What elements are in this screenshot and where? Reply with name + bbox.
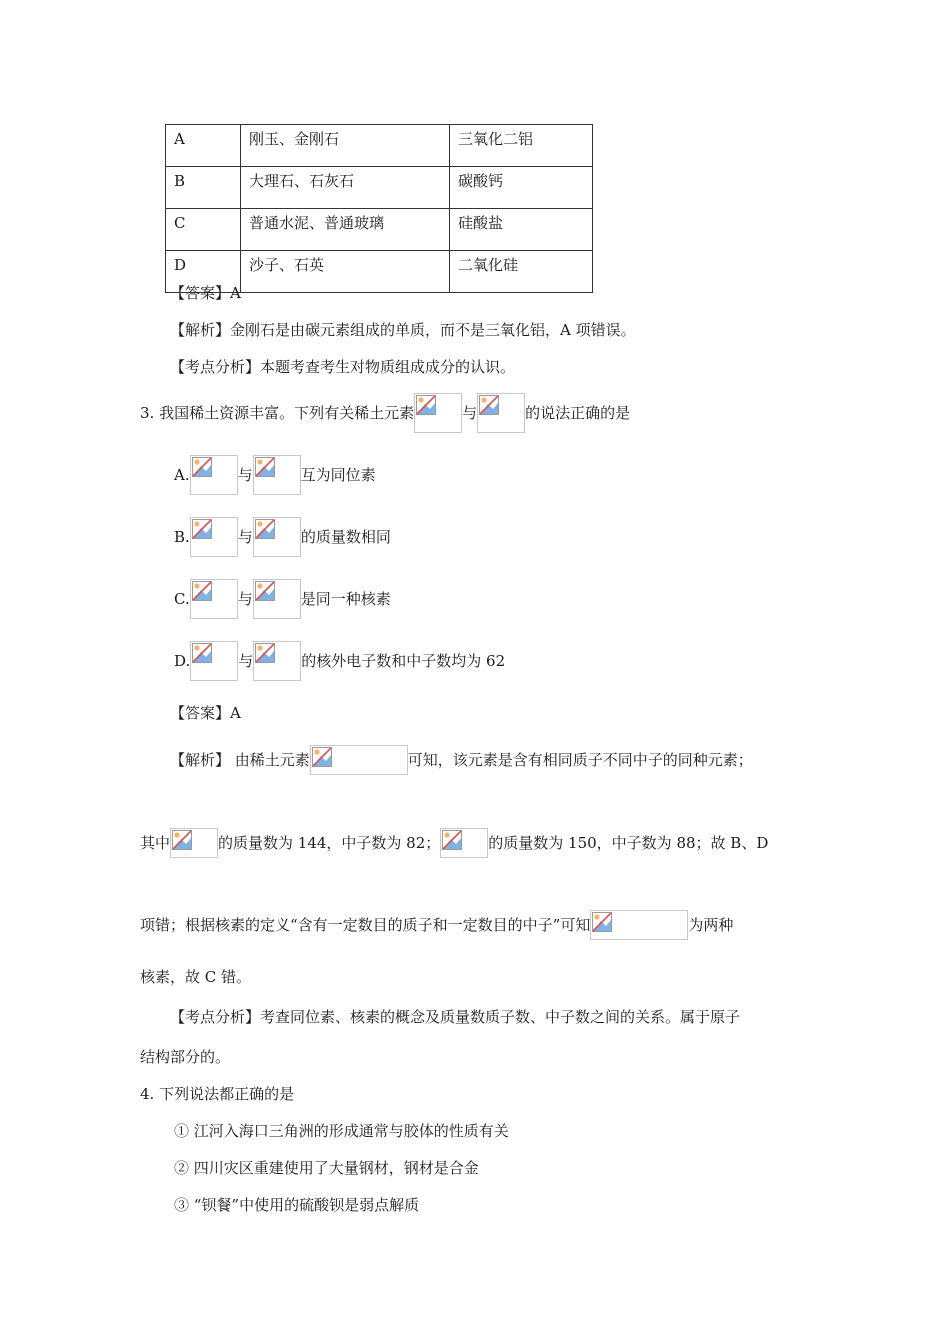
option-mid: 与 <box>237 590 253 608</box>
analysis-text: 为两种 <box>688 916 734 934</box>
q3-kaodian-1: 【考点分析】考查同位素、核素的概念及质量数质子数、中子数之间的关系。属于原子 <box>170 1008 741 1026</box>
table-cell: 碳酸钙 <box>450 167 593 209</box>
q3-answer: 【答案】A <box>170 704 241 722</box>
table-cell: 刚玉、金刚石 <box>241 125 450 167</box>
table-row <box>166 167 593 209</box>
table-row <box>166 125 593 167</box>
q3-option-d <box>174 641 505 681</box>
broken-image-icon <box>253 455 301 495</box>
table-cell: 大理石、石灰石 <box>241 167 450 209</box>
table-cell: D <box>166 251 241 293</box>
broken-image-icon <box>477 393 525 433</box>
broken-image-icon <box>190 641 238 681</box>
table-row <box>166 209 593 251</box>
q3-option-a <box>174 455 376 495</box>
broken-image-icon <box>440 828 488 858</box>
broken-image-icon <box>310 745 408 775</box>
q3-stem <box>140 393 630 433</box>
broken-image-icon <box>414 393 462 433</box>
broken-image-icon <box>190 579 238 619</box>
broken-image-icon <box>590 910 688 940</box>
q2-answer: 【答案】A <box>170 284 241 302</box>
option-text: 是同一种核素 <box>300 590 391 608</box>
q3-analysis-line-1 <box>170 745 753 775</box>
table-cell: B <box>166 167 241 209</box>
q4-item: ② 四川灾区重建使用了大量钢材，钢材是合金 <box>174 1159 479 1177</box>
table-cell: 普通水泥、普通玻璃 <box>241 209 450 251</box>
table-cell: 二氧化硅 <box>450 251 593 293</box>
q3-analysis-line-3 <box>140 910 733 940</box>
broken-image-icon <box>190 455 238 495</box>
table-cell: A <box>166 125 241 167</box>
q4-item: ① 江河入海口三角洲的形成通常与胶体的性质有关 <box>174 1122 509 1140</box>
q3-option-c <box>174 579 391 619</box>
table-cell: 硅酸盐 <box>450 209 593 251</box>
table-cell: 三氧化二铝 <box>450 125 593 167</box>
broken-image-icon <box>253 579 301 619</box>
q2-analysis: 【解析】金刚石是由碳元素组成的单质，而不是三氧化铝，A 项错误。 <box>170 321 636 339</box>
q3-stem-text-c: 的说法正确的是 <box>525 404 631 422</box>
q4-item: ③ “钡餐”中使用的硫酸钡是弱点解质 <box>174 1196 420 1214</box>
analysis-text: 其中 <box>140 834 171 852</box>
option-text: 互为同位素 <box>300 466 376 484</box>
table-cell: C <box>166 209 241 251</box>
option-mid: 与 <box>237 466 253 484</box>
analysis-text: 的质量数为 150，中子数为 88；故 B、D <box>488 834 769 852</box>
option-mid: 与 <box>238 652 254 670</box>
broken-image-icon <box>190 517 238 557</box>
q3-analysis-line-2 <box>140 828 768 858</box>
option-label: D. <box>174 652 191 670</box>
q2-kaodian: 【考点分析】本题考查考生对物质组成成分的认识。 <box>170 358 516 376</box>
analysis-text: 可知，该元素是含有相同质子不同中子的同种元素； <box>407 751 753 769</box>
analysis-text: 【解析】 由稀土元素 <box>170 751 310 769</box>
options-table <box>165 124 593 293</box>
q3-analysis-line-4: 核素，故 C 错。 <box>140 968 252 986</box>
q3-kaodian-2: 结构部分的。 <box>140 1048 231 1066</box>
analysis-text: 的质量数为 144，中子数为 82； <box>218 834 441 852</box>
option-label: B. <box>174 528 190 546</box>
broken-image-icon <box>253 641 301 681</box>
broken-image-icon <box>253 517 301 557</box>
option-text: 的核外电子数和中子数均为 62 <box>301 652 506 670</box>
q3-option-b <box>174 517 391 557</box>
option-text: 的质量数相同 <box>300 528 391 546</box>
q4-stem: 4. 下列说法都正确的是 <box>140 1085 295 1103</box>
broken-image-icon <box>170 828 218 858</box>
table-cell: 沙子、石英 <box>241 251 450 293</box>
q3-stem-text-a: 3. 我国稀土资源丰富。下列有关稀土元素 <box>140 404 415 422</box>
analysis-text: 项错；根据核素的定义“含有一定数目的质子和一定数目的中子”可知 <box>140 916 591 934</box>
option-label: C. <box>174 590 190 608</box>
option-label: A. <box>174 466 190 484</box>
q3-stem-text-b: 与 <box>462 404 478 422</box>
option-mid: 与 <box>237 528 253 546</box>
